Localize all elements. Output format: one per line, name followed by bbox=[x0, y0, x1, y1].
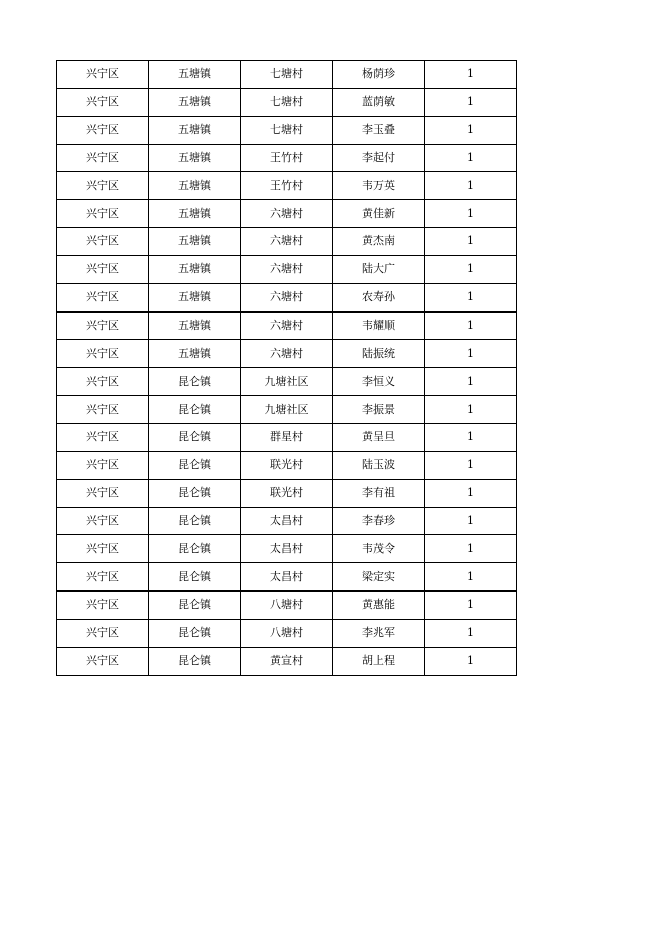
person-name-cell: 李振景 bbox=[333, 396, 425, 424]
village-cell: 六塘村 bbox=[241, 283, 333, 311]
district-cell: 兴宁区 bbox=[57, 200, 149, 228]
district-cell: 兴宁区 bbox=[57, 479, 149, 507]
roster-table bbox=[56, 60, 517, 676]
district-cell: 兴宁区 bbox=[57, 423, 149, 451]
district-cell: 兴宁区 bbox=[57, 255, 149, 283]
village-cell: 九塘社区 bbox=[241, 396, 333, 424]
village-cell: 太昌村 bbox=[241, 507, 333, 535]
table-row bbox=[57, 396, 517, 424]
count-cell: 1 bbox=[425, 228, 517, 256]
district-cell: 兴宁区 bbox=[57, 144, 149, 172]
table-row bbox=[57, 340, 517, 368]
village-cell: 九塘社区 bbox=[241, 368, 333, 396]
village-cell: 七塘村 bbox=[241, 88, 333, 116]
table-row bbox=[57, 535, 517, 563]
person-name-cell: 陆振统 bbox=[333, 340, 425, 368]
table-row bbox=[57, 61, 517, 89]
village-cell: 太昌村 bbox=[241, 563, 333, 591]
count-cell: 1 bbox=[425, 563, 517, 591]
table-row bbox=[57, 172, 517, 200]
count-cell: 1 bbox=[425, 255, 517, 283]
district-cell: 兴宁区 bbox=[57, 647, 149, 675]
table-row bbox=[57, 479, 517, 507]
town-cell: 昆仑镇 bbox=[149, 368, 241, 396]
person-name-cell: 李恒义 bbox=[333, 368, 425, 396]
village-cell: 群星村 bbox=[241, 423, 333, 451]
district-cell: 兴宁区 bbox=[57, 591, 149, 619]
district-cell: 兴宁区 bbox=[57, 228, 149, 256]
district-cell: 兴宁区 bbox=[57, 563, 149, 591]
village-cell: 王竹村 bbox=[241, 172, 333, 200]
person-name-cell: 陆大广 bbox=[333, 255, 425, 283]
district-cell: 兴宁区 bbox=[57, 61, 149, 89]
village-cell: 六塘村 bbox=[241, 255, 333, 283]
village-cell: 七塘村 bbox=[241, 116, 333, 144]
person-name-cell: 胡上程 bbox=[333, 647, 425, 675]
village-cell: 六塘村 bbox=[241, 312, 333, 340]
count-cell: 1 bbox=[425, 423, 517, 451]
town-cell: 昆仑镇 bbox=[149, 535, 241, 563]
village-cell: 太昌村 bbox=[241, 535, 333, 563]
count-cell: 1 bbox=[425, 368, 517, 396]
district-cell: 兴宁区 bbox=[57, 312, 149, 340]
village-cell: 六塘村 bbox=[241, 228, 333, 256]
village-cell: 联光村 bbox=[241, 451, 333, 479]
table-row bbox=[57, 368, 517, 396]
town-cell: 五塘镇 bbox=[149, 200, 241, 228]
person-name-cell: 蓝荫敏 bbox=[333, 88, 425, 116]
town-cell: 五塘镇 bbox=[149, 144, 241, 172]
table-row bbox=[57, 200, 517, 228]
table-row bbox=[57, 423, 517, 451]
village-cell: 八塘村 bbox=[241, 591, 333, 619]
count-cell: 1 bbox=[425, 619, 517, 647]
count-cell: 1 bbox=[425, 591, 517, 619]
count-cell: 1 bbox=[425, 451, 517, 479]
town-cell: 五塘镇 bbox=[149, 255, 241, 283]
person-name-cell: 黄佳新 bbox=[333, 200, 425, 228]
person-name-cell: 李春珍 bbox=[333, 507, 425, 535]
district-cell: 兴宁区 bbox=[57, 396, 149, 424]
count-cell: 1 bbox=[425, 479, 517, 507]
village-cell: 七塘村 bbox=[241, 61, 333, 89]
town-cell: 五塘镇 bbox=[149, 283, 241, 311]
person-name-cell: 李起付 bbox=[333, 144, 425, 172]
table-row bbox=[57, 144, 517, 172]
district-cell: 兴宁区 bbox=[57, 535, 149, 563]
district-cell: 兴宁区 bbox=[57, 283, 149, 311]
count-cell: 1 bbox=[425, 88, 517, 116]
count-cell: 1 bbox=[425, 283, 517, 311]
district-cell: 兴宁区 bbox=[57, 116, 149, 144]
town-cell: 五塘镇 bbox=[149, 88, 241, 116]
district-cell: 兴宁区 bbox=[57, 619, 149, 647]
person-name-cell: 黄惠能 bbox=[333, 591, 425, 619]
town-cell: 五塘镇 bbox=[149, 228, 241, 256]
table-row bbox=[57, 451, 517, 479]
person-name-cell: 韦万英 bbox=[333, 172, 425, 200]
table-row bbox=[57, 88, 517, 116]
person-name-cell: 杨荫珍 bbox=[333, 61, 425, 89]
person-name-cell: 李兆军 bbox=[333, 619, 425, 647]
district-cell: 兴宁区 bbox=[57, 172, 149, 200]
town-cell: 昆仑镇 bbox=[149, 451, 241, 479]
count-cell: 1 bbox=[425, 200, 517, 228]
count-cell: 1 bbox=[425, 396, 517, 424]
count-cell: 1 bbox=[425, 172, 517, 200]
person-name-cell: 韦茂令 bbox=[333, 535, 425, 563]
count-cell: 1 bbox=[425, 340, 517, 368]
table-row bbox=[57, 283, 517, 311]
town-cell: 五塘镇 bbox=[149, 61, 241, 89]
person-name-cell: 农寿孙 bbox=[333, 283, 425, 311]
person-name-cell: 韦耀顺 bbox=[333, 312, 425, 340]
town-cell: 五塘镇 bbox=[149, 116, 241, 144]
town-cell: 昆仑镇 bbox=[149, 591, 241, 619]
village-cell: 六塘村 bbox=[241, 200, 333, 228]
town-cell: 昆仑镇 bbox=[149, 396, 241, 424]
table-row bbox=[57, 255, 517, 283]
town-cell: 昆仑镇 bbox=[149, 479, 241, 507]
table-row bbox=[57, 591, 517, 619]
person-name-cell: 黄呈旦 bbox=[333, 423, 425, 451]
table-row bbox=[57, 563, 517, 591]
table-row bbox=[57, 312, 517, 340]
roster-table-body bbox=[57, 61, 517, 676]
district-cell: 兴宁区 bbox=[57, 451, 149, 479]
town-cell: 昆仑镇 bbox=[149, 507, 241, 535]
town-cell: 五塘镇 bbox=[149, 340, 241, 368]
district-cell: 兴宁区 bbox=[57, 368, 149, 396]
table-row bbox=[57, 507, 517, 535]
village-cell: 六塘村 bbox=[241, 340, 333, 368]
person-name-cell: 李有祖 bbox=[333, 479, 425, 507]
count-cell: 1 bbox=[425, 312, 517, 340]
town-cell: 昆仑镇 bbox=[149, 423, 241, 451]
count-cell: 1 bbox=[425, 144, 517, 172]
district-cell: 兴宁区 bbox=[57, 88, 149, 116]
table-row bbox=[57, 228, 517, 256]
person-name-cell: 李玉叠 bbox=[333, 116, 425, 144]
count-cell: 1 bbox=[425, 647, 517, 675]
village-cell: 联光村 bbox=[241, 479, 333, 507]
village-cell: 黄宣村 bbox=[241, 647, 333, 675]
town-cell: 昆仑镇 bbox=[149, 619, 241, 647]
village-cell: 王竹村 bbox=[241, 144, 333, 172]
table-row bbox=[57, 619, 517, 647]
table-row bbox=[57, 647, 517, 675]
town-cell: 五塘镇 bbox=[149, 312, 241, 340]
town-cell: 昆仑镇 bbox=[149, 647, 241, 675]
village-cell: 八塘村 bbox=[241, 619, 333, 647]
person-name-cell: 陆玉波 bbox=[333, 451, 425, 479]
person-name-cell: 梁定实 bbox=[333, 563, 425, 591]
table-row bbox=[57, 116, 517, 144]
town-cell: 五塘镇 bbox=[149, 172, 241, 200]
town-cell: 昆仑镇 bbox=[149, 563, 241, 591]
count-cell: 1 bbox=[425, 116, 517, 144]
spreadsheet-page bbox=[56, 60, 517, 676]
district-cell: 兴宁区 bbox=[57, 507, 149, 535]
count-cell: 1 bbox=[425, 535, 517, 563]
count-cell: 1 bbox=[425, 61, 517, 89]
count-cell: 1 bbox=[425, 507, 517, 535]
person-name-cell: 黄杰南 bbox=[333, 228, 425, 256]
district-cell: 兴宁区 bbox=[57, 340, 149, 368]
